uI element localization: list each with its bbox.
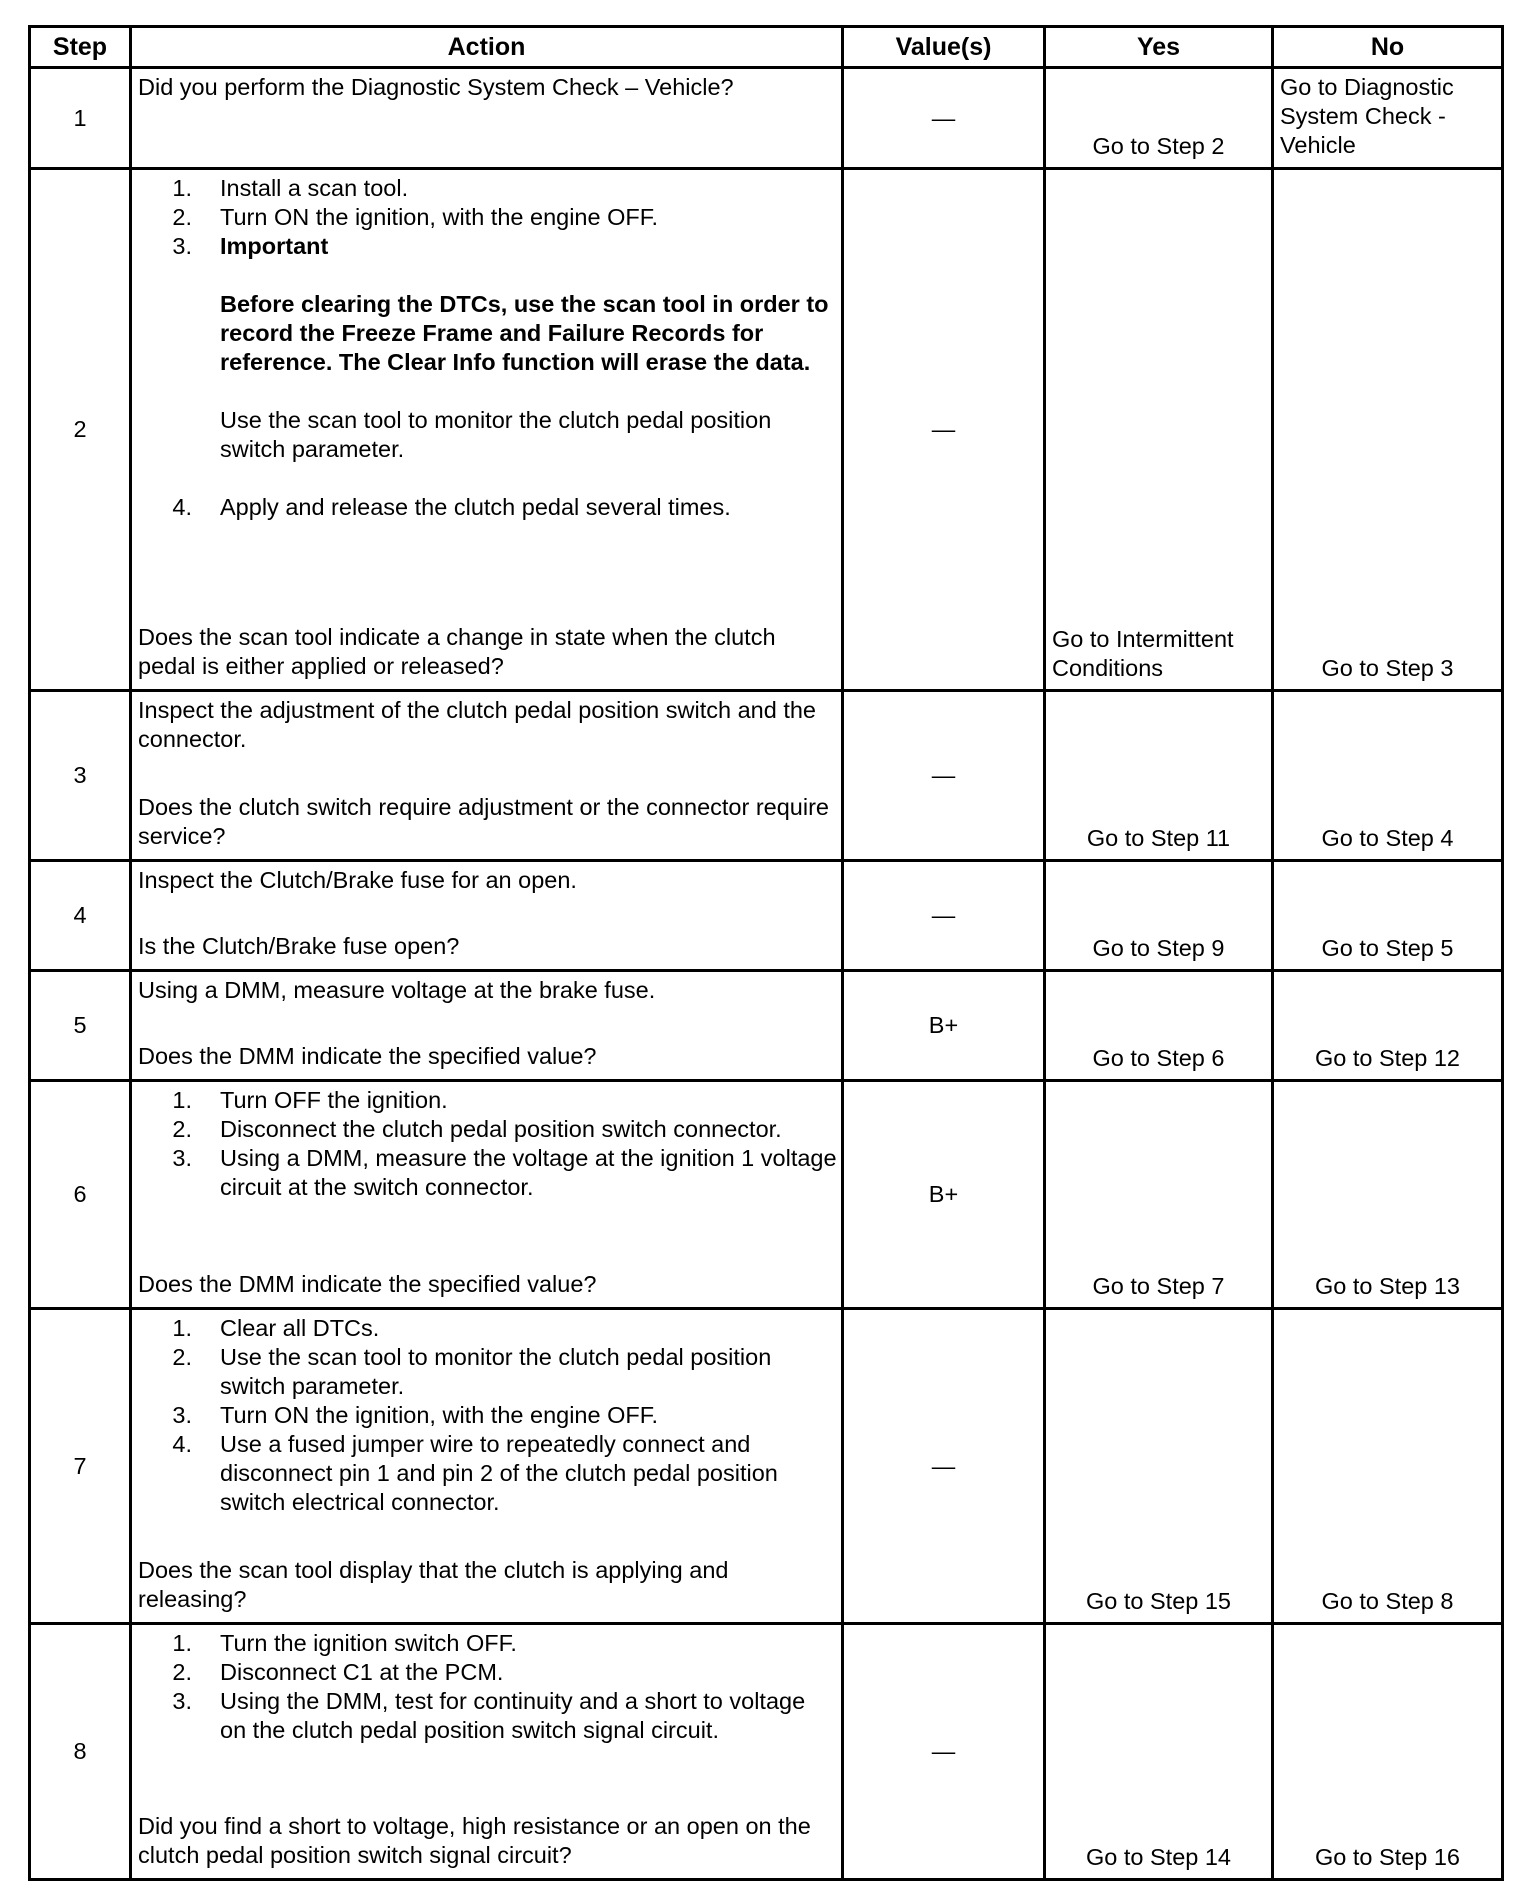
- step-number: 3: [30, 691, 131, 861]
- header-no: No: [1273, 27, 1503, 68]
- action-instruction: Inspect the Clutch/Brake fuse for an open.: [138, 867, 577, 893]
- value-cell: —: [843, 691, 1045, 861]
- no-cell: Go to Step 4: [1273, 691, 1503, 861]
- list-item: 4. Apply and release the clutch pedal several times.: [172, 494, 731, 520]
- table-row: [30, 1309, 1503, 1624]
- value-cell: B+: [843, 1081, 1045, 1309]
- value-cell: —: [843, 169, 1045, 691]
- step-number: 7: [30, 1309, 131, 1624]
- list-item: 2. Disconnect C1 at the PCM.: [172, 1659, 504, 1685]
- action-instruction: Inspect the adjustment of the clutch pedal position switch and the connector.: [138, 697, 817, 752]
- step-number: 2: [30, 169, 131, 691]
- yes-cell: Go to Step 9: [1045, 861, 1273, 971]
- action-question: Does the scan tool display that the clutch is applying and releasing?: [138, 1557, 729, 1612]
- action-question: Is the Clutch/Brake fuse open?: [138, 933, 460, 959]
- list-item: 1. Turn the ignition switch OFF.: [172, 1630, 517, 1656]
- list-item: 3. Turn ON the ignition, with the engine OFF.: [172, 1402, 659, 1428]
- action-cell: [131, 1309, 843, 1624]
- yes-cell: Go to Step 2: [1045, 68, 1273, 169]
- action-question: Does the scan tool indicate a change in state when the clutch pedal is either applied or released?: [138, 624, 776, 679]
- yes-cell: Go to Step 14: [1045, 1624, 1273, 1880]
- action-question: Did you find a short to voltage, high resistance or an open on the clutch pedal position switch signal circuit?: [138, 1813, 811, 1868]
- header-yes: Yes: [1045, 27, 1273, 68]
- step-number: 4: [30, 861, 131, 971]
- action-cell: [131, 169, 843, 691]
- action-question: Does the DMM indicate the specified value?: [138, 1043, 597, 1069]
- value-cell: —: [843, 68, 1045, 169]
- table-row: [30, 169, 1503, 691]
- list-item: 3. Using the DMM, test for continuity and a short to voltage on the clutch pedal position switch signal circuit.: [172, 1688, 806, 1743]
- yes-cell: Go to Step 15: [1045, 1309, 1273, 1624]
- no-cell: Go to Step 13: [1273, 1081, 1503, 1309]
- action-cell: [131, 691, 843, 861]
- list-item: 2. Turn ON the ignition, with the engine OFF.: [172, 204, 659, 230]
- list-item: 1. Turn OFF the ignition.: [172, 1087, 448, 1113]
- important-note: Before clearing the DTCs, use the scan tool in order to record the Freeze Frame and Failure Records for reference. The Clear Info function will erase the data.: [220, 291, 829, 375]
- step-number: 8: [30, 1624, 131, 1880]
- no-cell: Go to Diagnostic System Check - Vehicle: [1273, 68, 1503, 169]
- yes-cell: Go to Step 7: [1045, 1081, 1273, 1309]
- yes-cell: Go to Step 6: [1045, 971, 1273, 1081]
- list-item: 3. Important: [172, 233, 329, 259]
- list-item: 4. Use a fused jumper wire to repeatedly connect and disconnect pin 1 and pin 2 of the clutch pedal position switch electrical connector.: [172, 1431, 778, 1515]
- table-row: [30, 691, 1503, 861]
- table-row: [30, 68, 1503, 169]
- header-values: Value(s): [843, 27, 1045, 68]
- header-action: Action: [131, 27, 843, 68]
- table-row: [30, 1624, 1503, 1880]
- table-row: [30, 971, 1503, 1081]
- yes-cell: Go to Step 11: [1045, 691, 1273, 861]
- header-row: [30, 27, 1503, 68]
- action-question: Does the DMM indicate the specified value?: [138, 1271, 597, 1297]
- no-cell: Go to Step 16: [1273, 1624, 1503, 1880]
- value-cell: B+: [843, 971, 1045, 1081]
- step-number: 5: [30, 971, 131, 1081]
- no-cell: Go to Step 12: [1273, 971, 1503, 1081]
- table-row: [30, 861, 1503, 971]
- action-cell: [131, 861, 843, 971]
- sub-instruction: Use the scan tool to monitor the clutch pedal position switch parameter.: [220, 407, 772, 462]
- value-cell: —: [843, 1309, 1045, 1624]
- list-item: 1. Install a scan tool.: [172, 175, 409, 201]
- action-cell: [131, 1624, 843, 1880]
- list-item: 2. Disconnect the clutch pedal position switch connector.: [172, 1116, 782, 1142]
- action-cell: [131, 971, 843, 1081]
- no-cell: Go to Step 3: [1273, 169, 1503, 691]
- list-item: 3. Using a DMM, measure the voltage at the ignition 1 voltage circuit at the switch connector.: [172, 1145, 837, 1200]
- value-cell: —: [843, 861, 1045, 971]
- header-step: Step: [30, 27, 131, 68]
- diagnostic-table: [28, 25, 1504, 1881]
- value-cell: —: [843, 1624, 1045, 1880]
- list-item: 2. Use the scan tool to monitor the clutch pedal position switch parameter.: [172, 1344, 772, 1399]
- yes-cell: Go to Intermittent Conditions: [1045, 169, 1273, 691]
- action-cell: [131, 1081, 843, 1309]
- action-cell: [131, 68, 843, 169]
- step-number: 1: [30, 68, 131, 169]
- step-number: 6: [30, 1081, 131, 1309]
- no-cell: Go to Step 8: [1273, 1309, 1503, 1624]
- action-instruction: Using a DMM, measure voltage at the brake fuse.: [138, 977, 656, 1003]
- no-cell: Go to Step 5: [1273, 861, 1503, 971]
- list-item: 1. Clear all DTCs.: [172, 1315, 380, 1341]
- action-question: Did you perform the Diagnostic System Check – Vehicle?: [138, 74, 734, 100]
- action-question: Does the clutch switch require adjustment or the connector require service?: [138, 794, 829, 849]
- table-row: [30, 1081, 1503, 1309]
